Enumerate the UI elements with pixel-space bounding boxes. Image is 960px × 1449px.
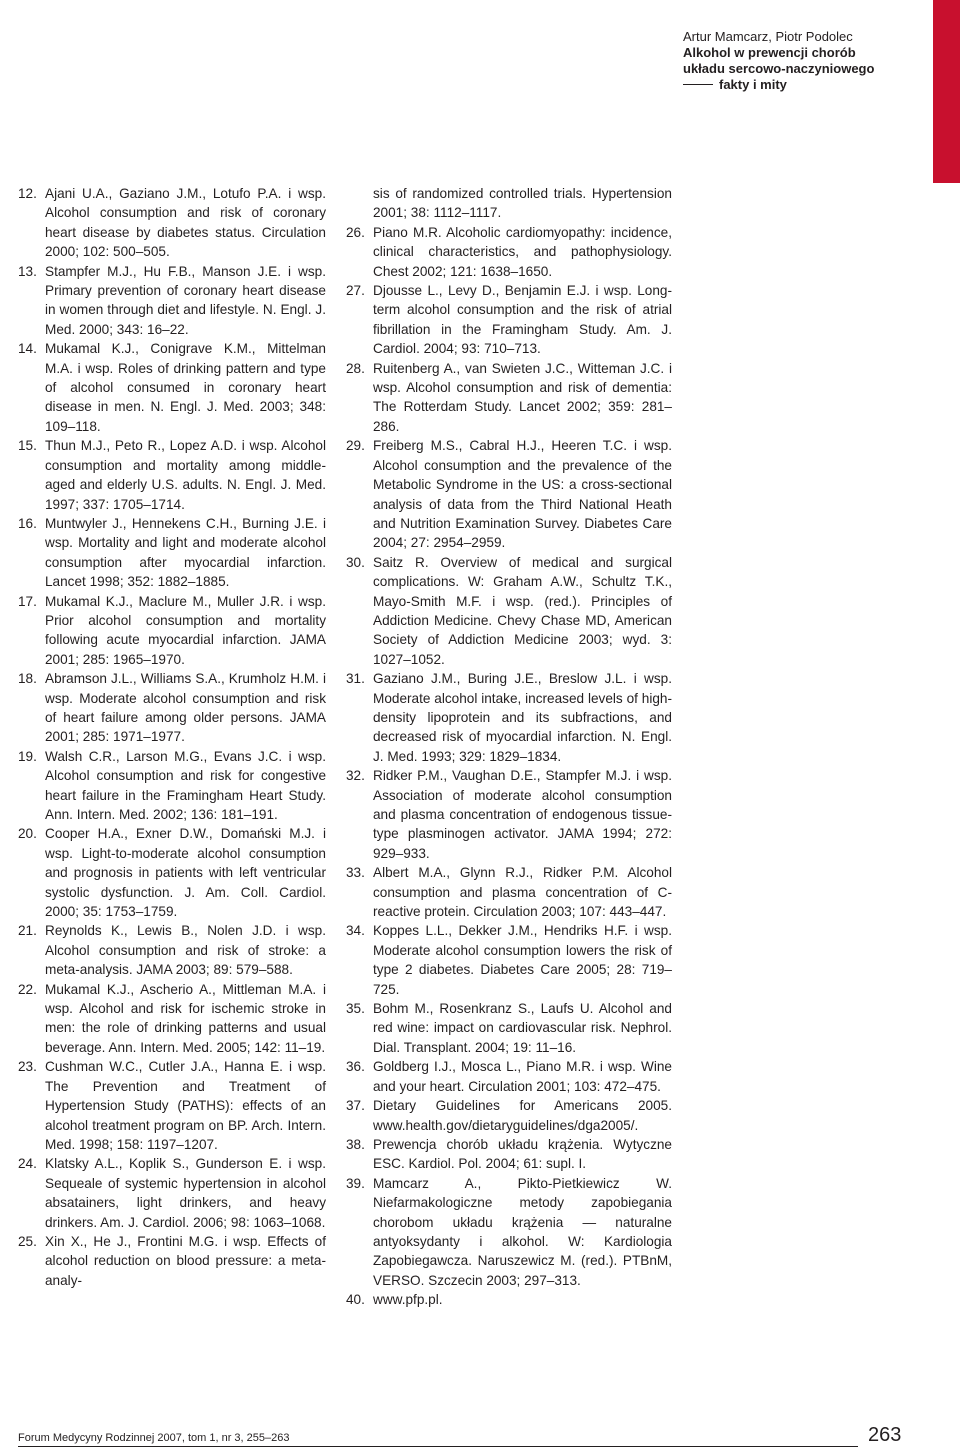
reference-number: 22. — [18, 981, 37, 997]
reference-item — [18, 1232, 326, 1290]
reference-item — [18, 514, 326, 592]
reference-number: 12. — [18, 186, 37, 201]
footer-rule — [18, 1446, 858, 1447]
reference-number: 31. — [346, 671, 365, 687]
reference-text: Stampfer M.J., Hu F.B., Manson J.E. i wsp. Primary prevention of coronary heart disease in women through diet and lifestyle. N. Engl. J. Med. 2000; 343: 16–22. — [45, 263, 326, 337]
reference-text: sis of randomized controlled trials. Hypertension 2001; 38: 1112–1117. — [373, 186, 672, 221]
reference-item — [18, 747, 326, 825]
section-tab-marker — [933, 0, 960, 183]
reference-text: Ajani U.A., Gaziano J.M., Lotufo P.A. i wsp. Alcohol consumption and risk of coronary heart disease by diabetes status. Circulation 2000; 102: 500–505. — [45, 186, 326, 260]
reference-number: 17. — [18, 593, 37, 609]
reference-item — [346, 1057, 672, 1096]
reference-number: 27. — [346, 283, 365, 299]
reference-text: Freiberg M.S., Cabral H.J., Heeren T.C. i wsp. Alcohol consumption and the prevalence of the Metabolic Syndrome in the US: a cross-sectional analysis of data from the Third National Heath and Nutrition Examination Survey. Diabetes Care 2004; 27: 2954–2959. — [373, 438, 672, 551]
reference-number: 13. — [18, 263, 37, 279]
reference-item — [346, 1135, 672, 1174]
reference-item — [346, 553, 672, 669]
reference-item — [18, 592, 326, 670]
reference-number: 29. — [346, 438, 365, 454]
reference-item — [346, 999, 672, 1057]
reference-text: Ridker P.M., Vaughan D.E., Stampfer M.J. i wsp. Association of moderate alcohol consumption and plasma concentration of endogenous tissue-type plasminogen activator. JAMA 1994; 272: 929–933. — [373, 768, 672, 861]
reference-number: 38. — [346, 1136, 365, 1152]
reference-number: 20. — [18, 826, 37, 842]
reference-text: Xin X., He J., Frontini M.G. i wsp. Effects of alcohol reduction on blood pressure: a meta-analy- — [45, 1233, 326, 1288]
reference-text: Mukamal K.J., Maclure M., Muller J.R. i wsp. Prior alcohol consumption and mortality following acute myocardial infarction. JAMA 2001; 285: 1965–1970. — [45, 593, 326, 667]
header-subtitle: fakty i mity — [719, 77, 787, 92]
reference-text: Walsh C.R., Larson M.G., Evans J.C. i wsp. Alcohol consumption and risk for congestive heart failure in the Framingham Heart Study. Ann. Intern. Med. 2002; 136: 181–191. — [45, 748, 326, 822]
reference-number: 18. — [18, 671, 37, 687]
reference-item — [346, 766, 672, 863]
reference-number: 33. — [346, 865, 365, 881]
reference-text: Cooper H.A., Exner D.W., Domański M.J. i wsp. Light-to-moderate alcohol consumption and prognosis in patients with left ventricular systolic dysfunction. J. Am. Coll. Cardiol. 2000; 35: 1753–1759. — [45, 826, 326, 920]
reference-number: 28. — [346, 360, 365, 376]
em-dash-rule — [683, 84, 713, 85]
reference-number: 21. — [18, 923, 37, 939]
reference-item — [18, 669, 326, 747]
reference-text: Cushman W.C., Cutler J.A., Hanna E. i wsp. The Prevention and Treatment of Hypertension Study (PATHS): effects of an alcohol treatment program on BP. Arch. Intern. Med. 1998; 158: 1197–1207. — [45, 1059, 326, 1152]
reference-item — [346, 281, 672, 359]
reference-number: 24. — [18, 1156, 37, 1172]
reference-text: Djousse L., Levy D., Benjamin E.J. i wsp. Long-term alcohol consumption and the risk of atrial fibrillation in the Framingham Study. Am. J. Cardiol. 2004; 93: 710–713. — [373, 283, 672, 357]
reference-text: Abramson J.L., Williams S.A., Krumholz H.M. i wsp. Moderate alcohol consumption and risk of heart failure among older persons. JAMA 2001; 285: 1971–1977. — [45, 671, 326, 745]
reference-item — [18, 184, 326, 262]
reference-text: Bohm M., Rosenkranz S., Laufs U. Alcohol and red wine: impact on cardiovascular risk. Nephrol. Dial. Transplant. 2004; 19: 11–16. — [373, 1001, 672, 1055]
reference-text: Mukamal K.J., Conigrave K.M., Mittelman M.A. i wsp. Roles of drinking pattern and type of alcohol consumed in coronary heart disease in men. N. Engl. J. Med. 2003; 348: 109–118. — [45, 341, 326, 434]
reference-text: Thun M.J., Peto R., Lopez A.D. i wsp. Alcohol consumption and mortality among middle-aged and elderly U.S. adults. N. Engl. J. Med. 1997; 337: 1705–1714. — [45, 438, 326, 512]
reference-text: Dietary Guidelines for Americans 2005. www.health.gov/dietaryguidelines/dga2005/. — [373, 1098, 672, 1133]
reference-item — [18, 921, 326, 979]
footer-journal-citation: Forum Medycyny Rodzinnej 2007, tom 1, nr 3, 255–263 — [18, 1432, 290, 1444]
reference-item — [346, 1174, 672, 1290]
references-column-right — [346, 184, 672, 1310]
reference-number: 15. — [18, 438, 37, 454]
reference-text: Prewencja chorób układu krążenia. Wytyczne ESC. Kardiol. Pol. 2004; 61: supl. I. — [373, 1136, 672, 1172]
reference-item — [18, 824, 326, 921]
reference-text: Piano M.R. Alcoholic cardiomyopathy: incidence, clinical characteristics, and pathophysiology. Chest 2002; 121: 1638–1650. — [373, 224, 672, 279]
reference-text: Ruitenberg A., van Swieten J.C., Witteman J.C. i wsp. Alcohol consumption and risk of dementia: The Rotterdam Study. Lancet 2002; 359: 281–286. — [373, 360, 672, 434]
reference-text: Muntwyler J., Hennekens C.H., Burning J.E. i wsp. Mortality and light and moderate alcohol consumption after myocardial infarction. Lancet 1998; 352: 1882–1885. — [45, 515, 326, 590]
reference-text: Reynolds K., Lewis B., Nolen J.D. i wsp. Alcohol consumption and risk of stroke: a meta-analysis. JAMA 2003; 89: 579–588. — [45, 923, 326, 978]
reference-number: 14. — [18, 341, 37, 357]
reference-item — [18, 436, 326, 514]
running-header — [683, 29, 903, 93]
reference-text: Koppes L.L., Dekker J.M., Hendriks H.F. i wsp. Moderate alcohol consumption lowers the risk of type 2 diabetes. Diabetes Care 2005; 28: 719–725. — [373, 923, 672, 997]
reference-item — [346, 1096, 672, 1135]
reference-item — [346, 184, 672, 223]
reference-text: Albert M.A., Glynn R.J., Ridker P.M. Alcohol consumption and plasma concentration of C-reactive protein. Circulation 2003; 107: 443–447. — [373, 865, 672, 920]
reference-number: 37. — [346, 1098, 365, 1114]
header-title-line1: Alkohol w prewencji chorób — [683, 45, 856, 60]
reference-number: 16. — [18, 515, 37, 531]
header-subtitle-row — [683, 77, 903, 93]
reference-text: Mamcarz A., Pikto-Pietkiewicz W. Niefarmakologiczne metody zapobiegania chorobom układu krążenia — naturalne antyoksydanty i alkohol. W: Kardiologia Zapobiegawcza. Naruszewicz M. (red.). PTBnM, VERSO. Szczecin 2003; 297–313. — [373, 1175, 672, 1288]
reference-item — [18, 1057, 326, 1154]
reference-item — [18, 262, 326, 340]
reference-item — [346, 669, 672, 766]
reference-text: Saitz R. Overview of medical and surgical complications. W: Graham A.W., Schultz T.K., Mayo-Smith M.F. i wsp. (red.). Principles of Addiction Medicine. Chevy Chase MD, American Society of Addiction Medicine 2003; wyd. 3: 1027–1052. — [373, 554, 672, 667]
reference-item — [346, 863, 672, 921]
reference-text: www.pfp.pl. — [373, 1292, 443, 1308]
reference-item — [18, 339, 326, 436]
header-title-line2: układu sercowo-naczyniowego — [683, 61, 875, 76]
reference-text: Gaziano J.M., Buring J.E., Breslow J.L. i wsp. Moderate alcohol intake, increased levels of high-density lipoprotein and its subfractions, and decreased risk of myocardial infarction. N. Engl. J. Med. 1993; 329: 1829–1834. — [373, 671, 672, 764]
references-column-left — [18, 184, 326, 1290]
reference-item — [18, 1154, 326, 1232]
reference-number: 39. — [346, 1175, 365, 1191]
reference-number: 30. — [346, 554, 365, 570]
reference-item — [346, 921, 672, 999]
reference-text: Goldberg I.J., Mosca L., Piano M.R. i wsp. Wine and your heart. Circulation 2001; 103: 472–475. — [373, 1059, 672, 1094]
page-number: 263 — [868, 1424, 902, 1446]
header-authors: Artur Mamcarz, Piotr Podolec — [683, 29, 853, 44]
reference-number: 36. — [346, 1059, 365, 1075]
reference-item — [18, 980, 326, 1058]
reference-text: Klatsky A.L., Koplik S., Gunderson E. i wsp. Sequeale of systemic hypertension in alcohol absatainers, light drinkers, and heavy drinkers. Am. J. Cardiol. 2006; 98: 1063–1068. — [45, 1156, 326, 1230]
reference-number: 25. — [18, 1233, 37, 1249]
reference-number: 19. — [18, 748, 37, 764]
reference-text: Mukamal K.J., Ascherio A., Mittleman M.A. i wsp. Alcohol and risk for ischemic stroke in men: the role of drinking patterns and usual beverage. Ann. Intern. Med. 2005; 142: 11–19. — [45, 981, 326, 1055]
reference-item — [346, 1290, 672, 1309]
reference-item — [346, 223, 672, 281]
reference-number: 32. — [346, 768, 365, 784]
reference-number: 26. — [346, 224, 365, 240]
reference-number: 34. — [346, 923, 365, 939]
reference-number: 40. — [346, 1292, 365, 1308]
reference-item — [346, 436, 672, 552]
reference-number: 35. — [346, 1001, 365, 1017]
reference-item — [346, 359, 672, 437]
reference-number: 23. — [18, 1059, 37, 1075]
